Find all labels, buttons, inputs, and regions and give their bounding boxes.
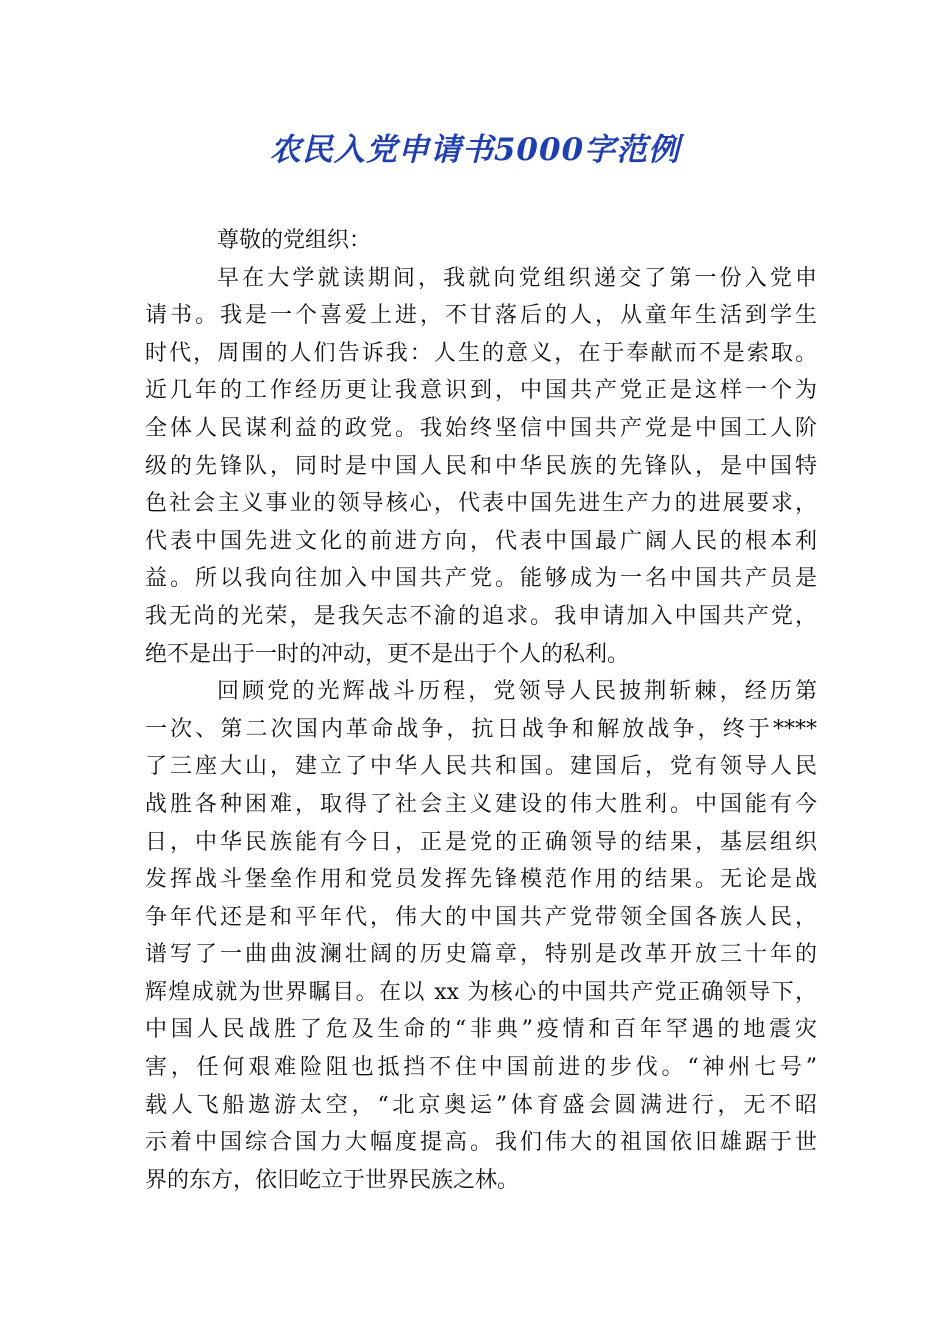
paragraph-2	[145, 673, 817, 1199]
paragraph-line: 示着中国综合国力大幅度提高。我们伟大的祖国依旧雄踞于世	[145, 1130, 817, 1156]
paragraph-line: 请书。我是一个喜爱上进，不甘落后的人，从童年生活到学生	[145, 303, 817, 329]
paragraph-line: 近几年的工作经历更让我意识到，中国共产党正是这样一个为	[145, 378, 817, 404]
paragraph-line: 害，任何艰难险阻也抵挡不住中国前进的步伐。“神州七号”	[145, 1055, 817, 1081]
paragraph-line: 发挥战斗堡垒作用和党员发挥先锋模范作用的结果。无论是战	[145, 867, 817, 893]
paragraph-line: 时代，周围的人们告诉我：人生的意义，在于奉献而不是索取。	[145, 340, 817, 366]
paragraph-line: 了三座大山，建立了中华人民共和国。建国后，党有领导人民	[145, 754, 817, 780]
paragraph-line: 中国人民战胜了危及生命的“非典”疫情和百年罕遇的地震灾	[145, 1017, 817, 1043]
paragraph-1	[145, 260, 817, 674]
paragraph-line: 日，中华民族能有今日，正是党的正确领导的结果，基层组织	[145, 829, 817, 855]
paragraph-line: 早在大学就读期间，我就向党组织递交了第一份入党申	[217, 265, 817, 291]
paragraph-line: 我无尚的光荣，是我矢志不渝的追求。我申请加入中国共产党，	[145, 603, 817, 629]
paragraph-line: 战胜各种困难，取得了社会主义建设的伟大胜利。中国能有今	[145, 791, 817, 817]
salutation: 尊敬的党组织：	[217, 228, 372, 253]
paragraph-line: 级的先锋队，同时是中国人民和中华民族的先锋队，是中国特	[145, 453, 817, 479]
paragraph-line: 益。所以我向往加入中国共产党。能够成为一名中国共产员是	[145, 566, 817, 592]
paragraph-line: 界的东方，依旧屹立于世界民族之林。	[145, 1167, 520, 1193]
paragraph-line: 代表中国先进文化的前进方向，代表中国最广阔人民的根本利	[145, 528, 817, 554]
paragraph-line: 绝不是出于一时的冲动，更不是出于个人的私利。	[145, 641, 630, 667]
paragraph-line: 色社会主义事业的领导核心，代表中国先进生产力的进展要求，	[145, 491, 817, 517]
paragraph-line: 全体人民谋利益的政党。我始终坚信中国共产党是中国工人阶	[145, 415, 817, 441]
paragraph-line: 载人飞船遨游太空，“北京奥运”体育盛会圆满进行，无不昭	[145, 1092, 817, 1118]
document-title: 农民入党申请书5000字范例	[269, 132, 681, 168]
paragraph-line: 争年代还是和平年代，伟大的中国共产党带领全国各族人民，	[145, 904, 817, 930]
paragraph-line: 辉煌成就为世界瞩目。在以 xx 为核心的中国共产党正确领导下，	[145, 979, 817, 1005]
document-body	[145, 222, 817, 1199]
paragraph-line: 谱写了一曲曲波澜壮阔的历史篇章，特别是改革开放三十年的	[145, 942, 817, 968]
paragraph-line: 回顾党的光辉战斗历程，党领导人民披荆斩棘，经历第	[217, 679, 817, 705]
paragraph-line: 一次、第二次国内革命战争，抗日战争和解放战争，终于****	[145, 716, 817, 742]
